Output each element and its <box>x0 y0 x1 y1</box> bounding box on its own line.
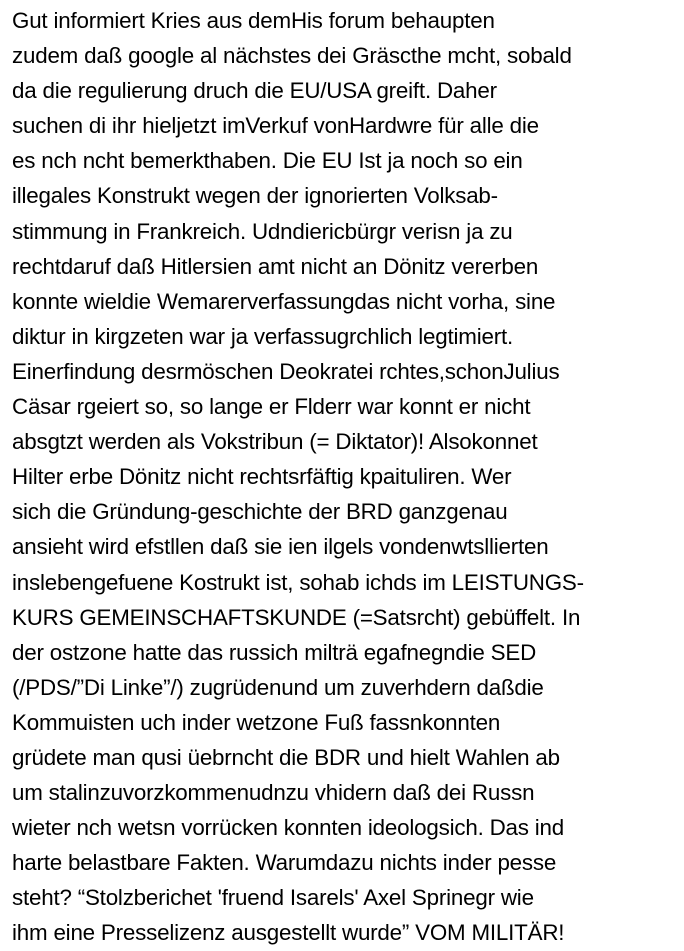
text-line: es nch ncht bemerkthaben. Die EU Ist ja noch so ein <box>12 148 523 174</box>
text-line: zudem daß google al nächstes dei Gräscthe mcht, sobald <box>12 43 572 69</box>
text-line: absgtzt werden als Vokstribun (= Diktator)! Alsokonnet <box>12 429 538 455</box>
document-body <box>12 3 684 951</box>
text-line: um stalinzuvorzkommenudnzu vhidern daß dei Russn <box>12 780 535 806</box>
text-line: grüdete man qusi üebrncht die BDR und hielt Wahlen ab <box>12 744 560 770</box>
text-line: diktur in kirgzeten war ja verfassugrchlich legtimiert. <box>12 323 513 349</box>
text-line: stimmung in Frankreich. Udndiericbürgr verisn ja zu <box>12 218 513 244</box>
text-line: KURS GEMEINSCHAFTSKUNDE (=Satsrcht) gebüffelt. In <box>12 604 581 630</box>
text-line: illegales Konstrukt wegen der ignorierten Volksab- <box>12 183 498 209</box>
text-line: der ostzone hatte das russich milträ egafnegndie SED <box>12 639 537 665</box>
text-line: Cäsar rgeiert so, so lange er Flderr war konnt er nicht <box>12 394 531 420</box>
text-line: (/PDS/”Di Linke”/) zugrüdenund um zuverhdern daßdie <box>12 674 544 700</box>
text-line: ihm eine Presselizenz ausgestellt wurde” VOM MILITÄR! <box>12 920 565 946</box>
text-line: sich die Gründung-geschichte der BRD ganzgenau <box>12 499 508 525</box>
text-line: Einerfindung desrmöschen Deokratei rchtes,schonJulius <box>12 358 560 384</box>
text-line: Hilter erbe Dönitz nicht rechtsrfäftig kpaituliren. Wer <box>12 464 512 490</box>
text-line: Kommuisten uch inder wetzone Fuß fassnkonnten <box>12 709 501 735</box>
text-line: konnte wieldie Wemarerverfassungdas nicht vorha, sine <box>12 288 556 314</box>
text-line: Gut informiert Kries aus demHis forum behaupten <box>12 8 495 33</box>
text-line: suchen di ihr hieljetzt imVerkuf vonHardwre für alle die <box>12 113 539 139</box>
text-line: harte belastbare Fakten. Warumdazu nichts inder pesse <box>12 850 557 876</box>
text-line: da die regulierung druch die EU/USA greift. Daher <box>12 78 497 104</box>
text-line: inslebengefuene Kostrukt ist, sohab ichds im LEISTUNGS- <box>12 569 584 595</box>
text-line: wieter nch wetsn vorrücken konnten ideologsich. Das ind <box>12 815 565 841</box>
text-line: steht? “Stolzberichet 'fruend Isarels' Axel Sprinegr wie <box>12 885 534 911</box>
text-line: ansieht wird efstllen daß sie ien ilgels vondenwtsllierten <box>12 534 549 560</box>
text-line: rechtdaruf daß Hitlersien amt nicht an Dönitz vererben <box>12 253 539 279</box>
